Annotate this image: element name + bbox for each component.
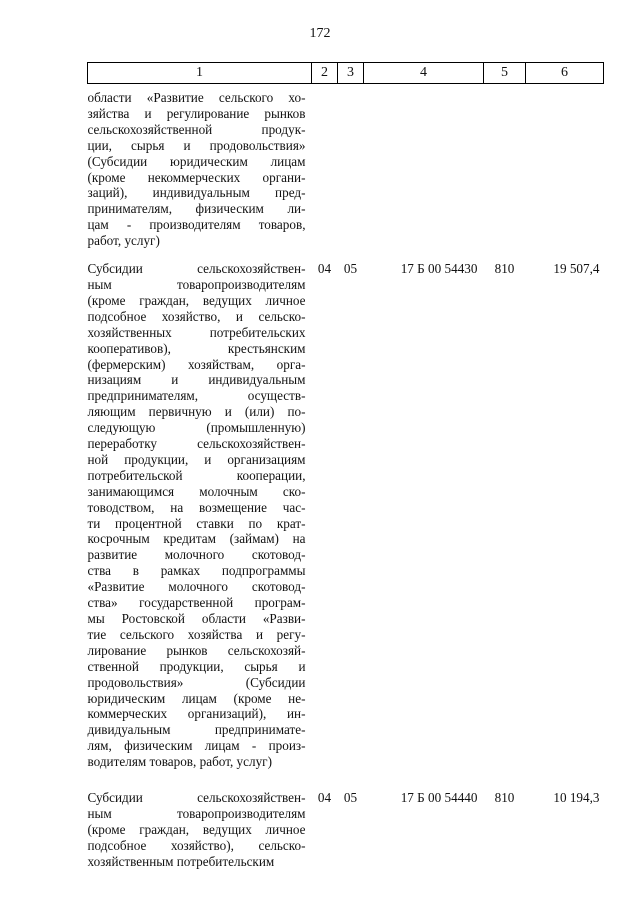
expense-type-code: 810 <box>494 261 515 277</box>
description-line: хозяйственным потребительским <box>87 853 275 869</box>
page-number: 172 <box>309 26 331 41</box>
table-row <box>88 84 604 256</box>
description-line: ляющим первичную и (или) по- <box>87 404 306 420</box>
description-line: лирование рынков сельскохозяй- <box>87 642 306 658</box>
section-code <box>312 84 338 256</box>
subsection-code: 05 <box>343 790 358 806</box>
description-line: Субсидии сельскохозяйствен- <box>87 790 306 806</box>
description-line: цам - производителям товаров, <box>87 217 306 233</box>
description-line: дивидуальным предпринимате- <box>87 722 306 738</box>
row-description <box>88 84 312 256</box>
subsection-code <box>338 84 364 256</box>
row-description <box>88 780 312 870</box>
description-line: переработку сельскохозяйствен- <box>87 436 306 452</box>
description-line: (кроме граждан, ведущих личное <box>87 292 306 308</box>
amount-value <box>526 84 604 256</box>
description-line: (кроме некоммерческих органи- <box>87 169 306 185</box>
target-article-code <box>364 84 484 256</box>
description-line: ства» государственной програм- <box>87 595 306 611</box>
description-line: ти процентной ставки по крат- <box>87 515 306 531</box>
amount-value: 19 507,4 <box>553 261 600 277</box>
description-line: области «Развитие сельского хо- <box>87 90 306 105</box>
description-line: ции, сырья и продовольствия» <box>87 137 306 153</box>
description-line: потребительской кооперации, <box>87 467 306 483</box>
description-line: ным товаропроизводителям <box>87 276 306 292</box>
target-article-code: 17 Б 00 54430 <box>400 261 478 277</box>
description-line: «Развитие молочного скотовод- <box>87 579 306 595</box>
table-row <box>88 255 604 780</box>
description-line: сельскохозяйственной продук- <box>87 121 306 137</box>
description-line: следующую (промышленную) <box>87 420 306 436</box>
description-line: работ, услуг) <box>87 233 160 249</box>
target-article-code: 17 Б 00 54440 <box>400 790 478 806</box>
description-line: хозяйственных потребительских <box>87 324 306 340</box>
header-col-5: 5 <box>484 63 526 84</box>
description-line: лям, физическим лицам - произ- <box>87 738 306 754</box>
section-code: 04 <box>317 261 332 277</box>
description-line: водителям товаров, работ, услуг) <box>87 754 272 770</box>
description-line: ственной продукции, сырья и <box>87 658 306 674</box>
description-line: подсобное хозяйство), сельско- <box>87 837 306 853</box>
description-line: развитие молочного скотовод- <box>87 547 306 563</box>
description-line: кооперативов), крестьянским <box>87 340 306 356</box>
description-line: ства в рамках подпрограммы <box>87 563 306 579</box>
expense-type-code: 810 <box>494 790 515 806</box>
description-line: зяйства и регулирование рынков <box>87 105 306 121</box>
description-line: мы Ростовской области «Разви- <box>87 611 306 626</box>
description-line: подсобное хозяйство, и сельско- <box>87 308 306 324</box>
header-row <box>88 63 604 84</box>
header-col-4: 4 <box>364 63 484 84</box>
header-col-3: 3 <box>338 63 364 84</box>
description-line: продовольствия» (Субсидии <box>87 674 306 690</box>
description-line: принимателям, физическим ли- <box>87 201 306 217</box>
description-line: коммерческих организаций), ин- <box>87 706 306 722</box>
table-header <box>88 63 604 84</box>
description-line: тие сельского хозяйства и регу- <box>87 626 306 642</box>
row-description <box>88 255 312 780</box>
header-col-1: 1 <box>88 63 312 84</box>
description-line: занимающимся молочным ско- <box>87 483 306 499</box>
description-line: заций), индивидуальным пред- <box>87 185 306 201</box>
amount-value: 10 194,3 <box>553 790 600 806</box>
section-code: 04 <box>317 790 332 806</box>
description-line: (фермерским) хозяйствам, орга- <box>87 356 306 372</box>
description-line: (Субсидии юридическим лицам <box>87 153 306 169</box>
description-line: Субсидии сельскохозяйствен- <box>87 261 306 277</box>
table-row <box>88 780 604 870</box>
description-line: предпринимателям, осуществ- <box>87 388 306 404</box>
expense-type-code <box>484 84 526 256</box>
description-line: низациям и индивидуальным <box>87 372 306 388</box>
header-col-6: 6 <box>526 63 604 84</box>
description-line: косрочным кредитам (займам) на <box>87 531 306 547</box>
subsection-code: 05 <box>343 261 358 277</box>
description-line: юридическим лицам (кроме не- <box>87 690 306 706</box>
description-line: (кроме граждан, ведущих личное <box>87 821 306 837</box>
description-line: ной продукции, и организациям <box>87 451 306 467</box>
header-col-2: 2 <box>312 63 338 84</box>
description-line: ным товаропроизводителям <box>87 805 306 821</box>
description-line: товодством, на возмещение час- <box>87 499 306 515</box>
budget-table <box>87 62 604 870</box>
